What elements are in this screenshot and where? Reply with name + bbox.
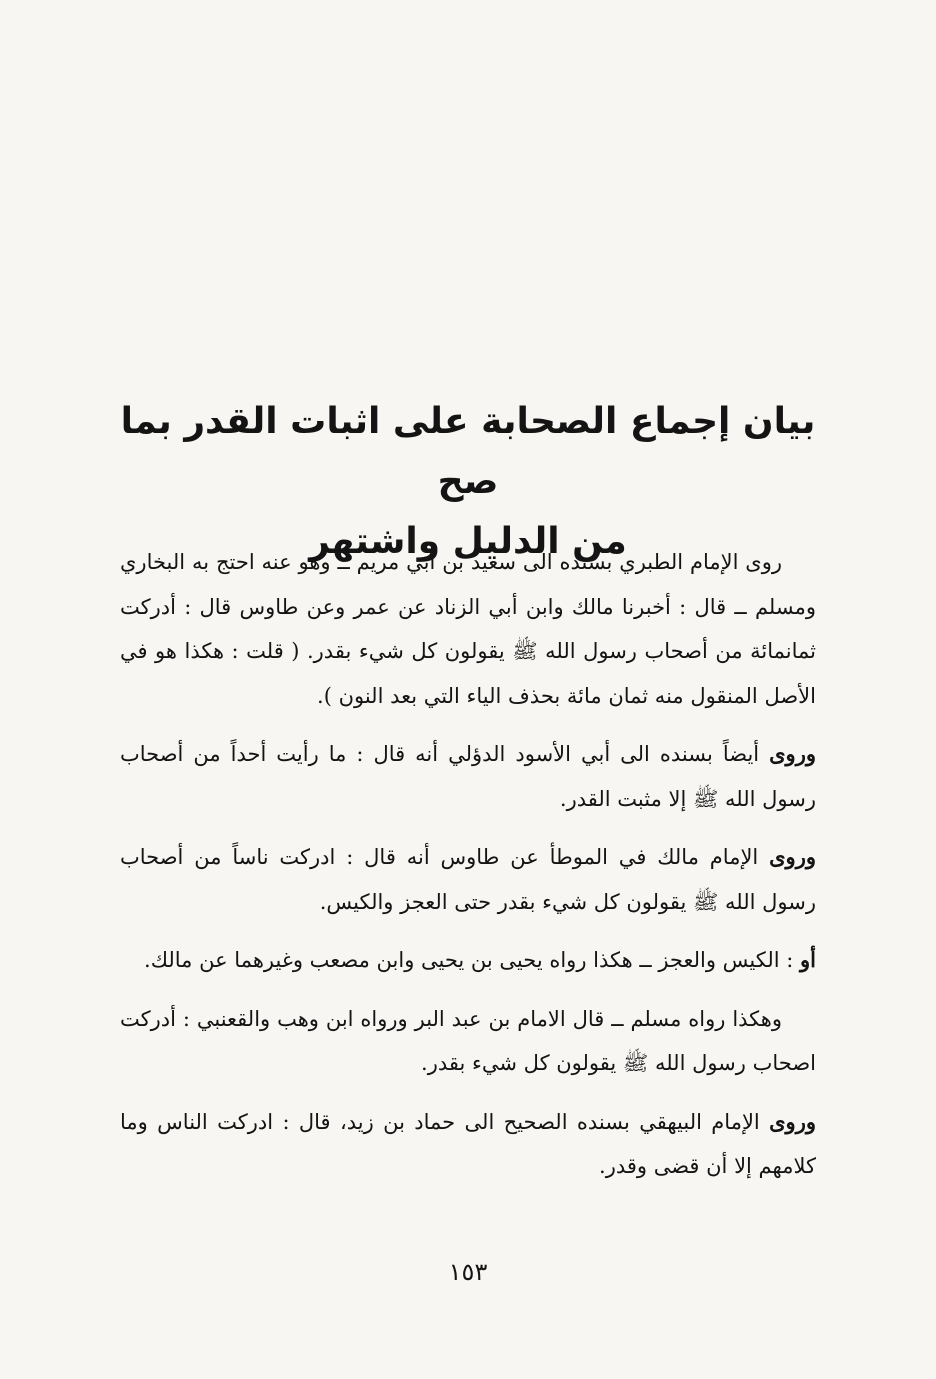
paragraph-lead: أو	[800, 947, 816, 972]
body-text	[120, 540, 816, 1203]
paragraph-lead: وروى	[769, 1108, 816, 1134]
chapter-title-line-1: بيان إجماع الصحابة على اثبات القدر بما صح	[120, 401, 816, 502]
paragraph-text: الإمام مالك في الموطأ عن طاوس أنه قال : ادركت ناساً من أصحاب رسول الله ﷺ يقولون كل شيء بقدر حتى العجز والكيس.	[120, 845, 816, 914]
paragraph-text: روى الإمام الطبري بسنده الى سعيد بن ابي مريم ــ وهو عنه احتج به البخاري ومسلم ــ قال : أخبرنا مالك وابن أبي الزناد عن عمر وعن طاوس قال : أدركت ثمانمائة من أصحاب رسول الله ﷺ يقولون كل شيء بقدر. ( قلت : هكذا هو في الأصل المنقول منه ثمان مائة بحذف الياء التي بعد النون ).	[120, 550, 816, 708]
paragraph-1	[120, 540, 816, 718]
paragraph-4	[120, 938, 816, 983]
paragraph-2	[120, 732, 816, 821]
paragraph-text: وهكذا رواه مسلم ــ قال الامام بن عبد البر ورواه ابن وهب والقعنبي : أدركت اصحاب رسول الله ﷺ يقولون كل شيء بقدر.	[120, 1006, 816, 1075]
paragraph-text: الإمام البيهقي بسنده الصحيح الى حماد بن زيد، قال : ادركت الناس وما كلامهم إلا أن قضى وقدر.	[120, 1109, 816, 1178]
paragraph-5	[120, 997, 816, 1086]
paragraph-6	[120, 1100, 816, 1189]
paragraph-3	[120, 835, 816, 924]
paragraph-lead: وروى	[769, 844, 816, 869]
paragraph-text: : الكيس والعجز ــ هكذا رواه يحيى بن يحيى وابن مصعب وغيرهما عن مالك.	[144, 948, 801, 972]
page-number: ١٥٣	[448, 1258, 488, 1286]
chapter-title-line-2: من الدليل واشتهر	[309, 521, 627, 562]
paragraph-text: أيضاً بسنده الى أبي الأسود الدؤلي أنه قال : ما رأيت أحداً من أصحاب رسول الله ﷺ إلا مثبت القدر.	[120, 742, 816, 811]
paragraph-lead: وروى	[769, 741, 816, 766]
